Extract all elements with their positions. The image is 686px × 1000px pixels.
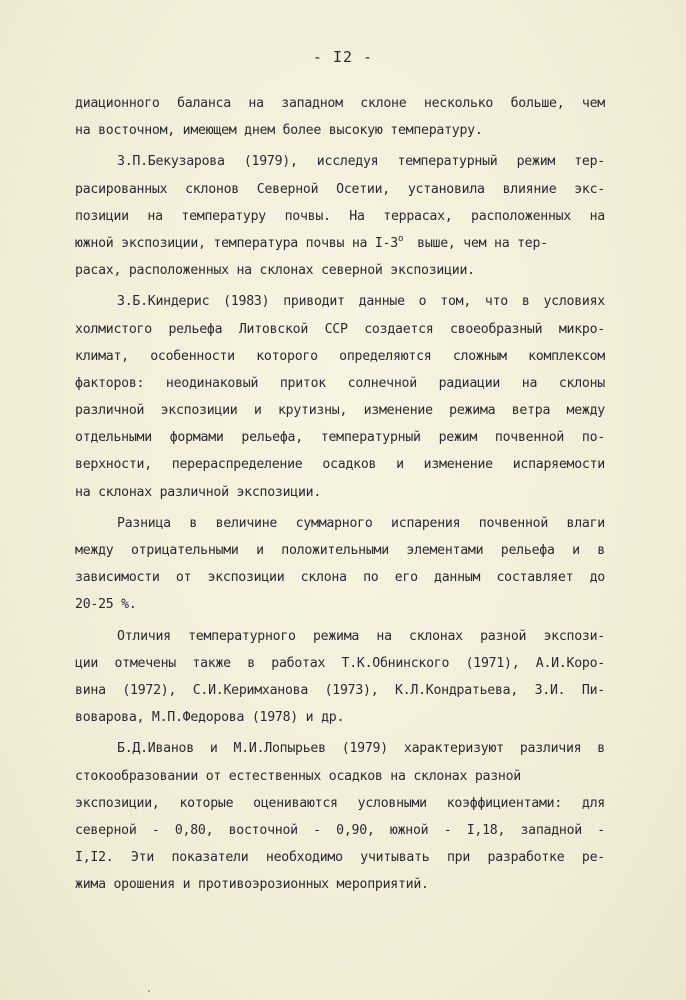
- text-line: отдельными формами рельефа, температурный режим почвенной по-: [75, 430, 605, 446]
- text-line: Разница в величине суммарного испарения почвенной влаги: [117, 515, 605, 531]
- text-line: диационного баланса на западном склоне несколько больше, чем: [75, 96, 605, 111]
- text-line: ции отмечены также в работах Т.К.Обнинского (1971), А.И.Коро-: [75, 655, 605, 671]
- text-line: воварова, М.П.Федорова (1978) и др.: [75, 710, 345, 726]
- text-line: различной экспозиции и крутизны, изменение режима ветра между: [75, 403, 605, 419]
- text-line: стокообразовании от естественных осадков на склонах разной: [75, 768, 521, 784]
- text-line: [75, 230, 605, 257]
- text-line: климат, особенности которого определяются сложным комплексом: [75, 348, 605, 364]
- text-line: расированных склонов Северной Осетии, установила влияние экс-: [75, 181, 605, 197]
- text-line: на склонах различной экспозиции.: [75, 484, 322, 500]
- text-line: З.Б.Киндерис (1983) приводит данные о том, что в условиях: [117, 294, 605, 310]
- text-line: зависимости от экспозиции склона по его данным составляет до: [75, 570, 605, 586]
- page-number: - I2 -: [312, 48, 374, 66]
- text-line: северной - 0,80, восточной - 0,90, южной - I,18, западной -: [75, 822, 605, 838]
- text-line: верхности, перераспределение осадков и изменение испаряемости: [75, 457, 605, 473]
- body-text: [75, 90, 605, 898]
- text-line: холмистого рельефа Литовской ССР создается своеобразный микро-: [75, 321, 605, 337]
- text-line: З.П.Бекузарова (1979), исследуя температурный режим тер-: [117, 154, 605, 170]
- text-line: 20-25 %.: [75, 597, 137, 613]
- text-line: Отличия температурного режима на склонах разной экспози-: [117, 628, 605, 644]
- paper-speck: [148, 990, 150, 992]
- text-line: жима орошения и противоэрозионных мероприятий.: [75, 877, 429, 893]
- text-line: позиции на температуру почвы. На террасах, расположенных на: [75, 208, 605, 224]
- degree-superscript: о: [397, 233, 404, 244]
- text-line: вина (1972), С.И.Керимханова (1973), К.Л.Кондратьева, З.И. Пи-: [75, 682, 605, 698]
- text-line: Б.Д.Иванов и М.И.Лопырьев (1979) характеризуют различия в: [117, 741, 605, 757]
- text-line: I,I2. Эти показатели необходимо учитывать при разработке ре-: [75, 850, 605, 866]
- text-line: факторов: неодинаковый приток солнечной радиации на склоны: [75, 375, 605, 391]
- text-line: на восточном, имеющем днем более высокую температуру.: [75, 123, 483, 139]
- text-line: экспозиции, которые оцениваются условными коэффициентами: для: [75, 795, 605, 811]
- text-line-rest: выше, чем на тер-: [417, 235, 548, 251]
- text-line-main: южной экспозиции, температура почвы на I-3: [75, 235, 398, 251]
- text-line: между отрицательными и положительными элементами рельефа и в: [75, 543, 605, 558]
- text-line: расах, расположенных на склонах северной экспозиции.: [75, 263, 475, 279]
